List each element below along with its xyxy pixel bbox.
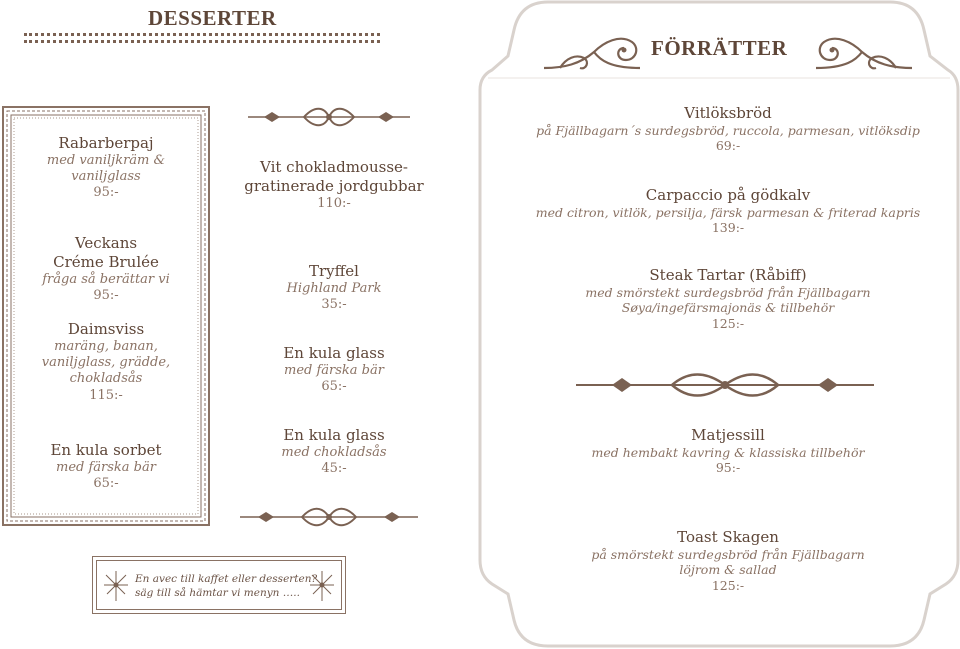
forratter-heading: FÖRRÄTTER bbox=[651, 36, 788, 60]
item-desc: chokladsås bbox=[69, 371, 143, 387]
item-price: 110:- bbox=[317, 195, 351, 211]
item-price: 125:- bbox=[711, 316, 745, 331]
dessert-item-rabarberpaj bbox=[2, 134, 210, 202]
item-desc: vaniljglass, grädde, bbox=[41, 355, 171, 370]
item-desc: på Fjällbagarn´s surdegsbröd, ruccola, parmesan, vitlöksdip bbox=[536, 122, 920, 138]
item-name: gratinerade jordgubbar bbox=[244, 176, 424, 195]
item-name: En kula sorbet bbox=[50, 441, 162, 459]
dessert-item-glass-bar bbox=[214, 344, 454, 395]
forratter-item-steak-tartar bbox=[490, 266, 960, 332]
item-name: En kula glass bbox=[283, 426, 385, 444]
item-desc: med färska bär bbox=[56, 459, 156, 475]
item-price: 139:- bbox=[711, 220, 745, 236]
item-price: 95:- bbox=[93, 287, 119, 303]
item-desc: på smörstekt surdegsbröd från Fjällbagarn bbox=[591, 546, 865, 562]
item-desc: Søya/ingefärsmajonäs & tillbehör bbox=[621, 300, 835, 316]
item-price: 69:- bbox=[715, 138, 741, 154]
item-desc: Highland Park bbox=[286, 280, 382, 296]
item-name: Vit chokladmousse- bbox=[260, 158, 408, 176]
item-desc: med hembakt kavring & klassiska tillbehör bbox=[591, 444, 865, 460]
item-price: 125:- bbox=[711, 578, 745, 593]
dessert-item-glass-choklad bbox=[214, 426, 454, 477]
item-desc: med citron, vitlök, persilja, färsk parmesan & friterad kapris bbox=[535, 204, 921, 220]
dessert-item-daimsviss bbox=[2, 320, 210, 404]
item-name: Carpaccio på gödkalv bbox=[645, 186, 811, 204]
item-price: 45:- bbox=[321, 461, 347, 476]
item-price: 95:- bbox=[93, 185, 119, 201]
forratter-item-matjessill bbox=[490, 426, 960, 476]
item-name: Tryffel bbox=[309, 262, 359, 280]
item-name: Steak Tartar (Råbiff) bbox=[649, 266, 807, 284]
dandelion-icon bbox=[101, 567, 131, 603]
item-name: Créme Brulée bbox=[53, 252, 159, 271]
item-desc: maräng, banan, bbox=[54, 338, 158, 354]
item-name: Vitlöksbröd bbox=[684, 104, 772, 122]
dessert-item-sorbet bbox=[2, 441, 210, 492]
dessert-item-tryffel bbox=[214, 262, 454, 313]
forratter-item-vitloksbrod bbox=[490, 104, 960, 154]
forratter-list bbox=[490, 0, 960, 649]
item-desc: med chokladsås bbox=[281, 444, 387, 460]
item-desc: löjrom & sallad bbox=[679, 562, 777, 578]
dessert-item-chokladmousse bbox=[214, 158, 454, 212]
forratter-item-toast-skagen bbox=[490, 528, 960, 594]
item-price: 65:- bbox=[321, 379, 347, 394]
dessert-frame-box bbox=[2, 106, 210, 526]
avec-note-box bbox=[92, 556, 346, 614]
item-price: 95:- bbox=[715, 460, 741, 476]
item-desc: med vaniljkräm & bbox=[46, 152, 166, 168]
item-name: Daimsviss bbox=[67, 320, 145, 338]
item-name: Veckans bbox=[74, 234, 138, 252]
item-name: Toast Skagen bbox=[677, 528, 779, 546]
dandelion-icon bbox=[307, 567, 337, 603]
dessert-right-column bbox=[214, 0, 454, 520]
forratter-item-carpaccio bbox=[490, 186, 960, 236]
item-name: Matjessill bbox=[691, 426, 765, 444]
note-line: säg till så hämtar vi menyn ….. bbox=[135, 586, 300, 599]
item-price: 115:- bbox=[89, 387, 123, 403]
dessert-item-creme-brulee bbox=[2, 234, 210, 304]
item-price: 35:- bbox=[321, 297, 347, 312]
item-desc: med färska bär bbox=[284, 362, 384, 378]
desserter-heading: DESSERTER bbox=[148, 6, 277, 30]
item-price: 65:- bbox=[93, 476, 119, 491]
flourish-divider-icon bbox=[236, 506, 422, 528]
item-desc: vaniljglass bbox=[71, 169, 141, 184]
item-desc: med smörstekt surdegsbröd från Fjällbagarn bbox=[585, 284, 871, 300]
avec-note-text bbox=[135, 573, 317, 600]
note-line: En avec till kaffet eller desserten? bbox=[135, 573, 318, 585]
item-name: En kula glass bbox=[283, 344, 385, 362]
item-desc: fråga så berättar vi bbox=[42, 271, 170, 287]
flourish-divider-icon bbox=[572, 372, 878, 398]
item-name: Rabarberpaj bbox=[58, 134, 154, 152]
